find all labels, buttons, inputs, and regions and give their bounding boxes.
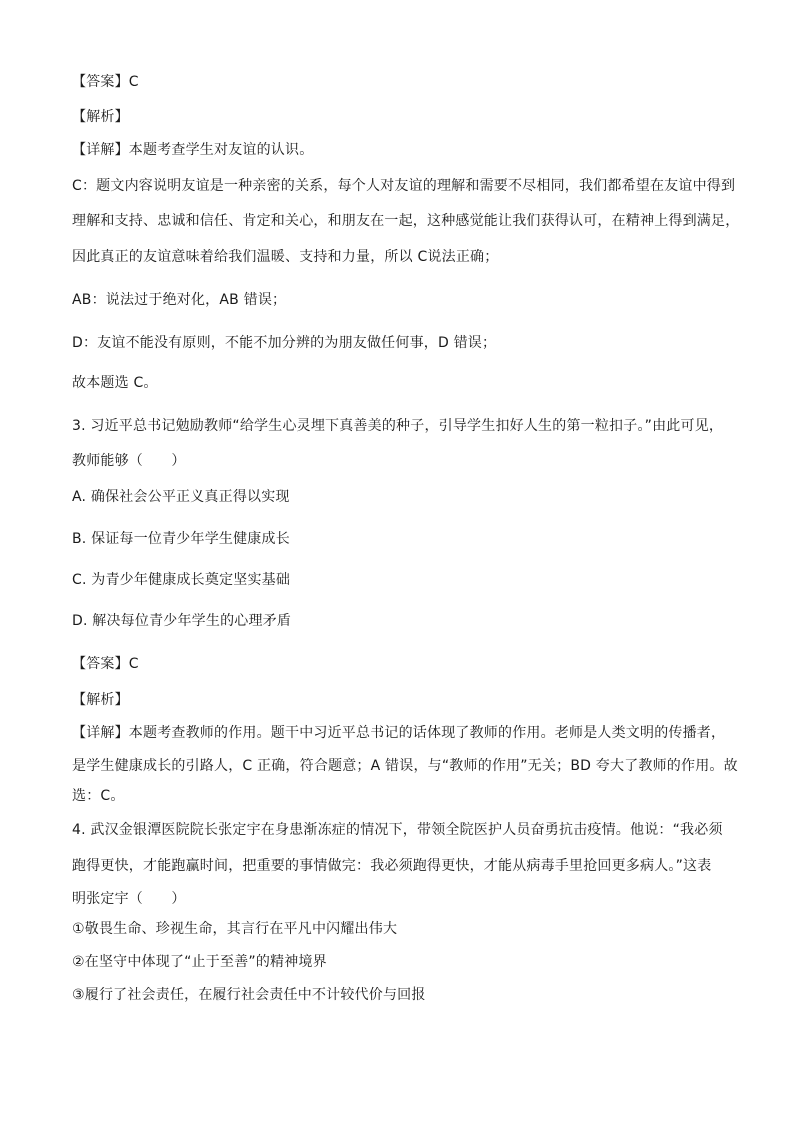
question-4-stem-line1: 4. 武汉金银潭医院院长张定宇在身患渐冻症的情况下，带领全院医护人员奋勇抗击疫情。他说：“我必须: [72, 822, 723, 838]
question-3-option-d: D. 解决每位青少年学生的心理矛盾: [72, 613, 292, 629]
question-4-item-1: ①敬畏生命、珍视生命，其言行在平凡中闪耀出伟大: [72, 921, 398, 937]
detail-q3-line2: 是学生健康成长的引路人，C 正确，符合题意；A 错误，与“教师的作用”无关；BD 夸大了教师的作用。故: [72, 758, 738, 774]
question-3-stem-line1: 3. 习近平总书记勉励教师“给学生心灵埋下真善美的种子，引导学生扣好人生的第一粒扣子。”由此可见，: [72, 418, 724, 434]
question-4-stem-line3: 明张定宇（ ）: [72, 891, 186, 907]
detail-option-ab: AB：说法过于绝对化，AB 错误；: [72, 292, 287, 308]
detail-option-c-line1: C：题文内容说明友谊是一种亲密的关系，每个人对友谊的理解和需要不尽相同，我们都希望在友谊中得到: [72, 178, 736, 194]
detail-intro-q2: 【详解】本题考查学生对友谊的认识。: [72, 142, 314, 158]
answer-q3: 【答案】C: [72, 656, 139, 672]
question-3-stem-line2: 教师能够（ ）: [72, 453, 186, 469]
question-3-option-b: B. 保证每一位青少年学生健康成长: [72, 531, 290, 547]
analysis-heading-q2: 【解析】: [72, 109, 129, 125]
analysis-heading-q3: 【解析】: [72, 692, 129, 708]
question-4-item-2: ②在坚守中体现了“止于至善”的精神境界: [72, 954, 327, 970]
detail-option-d: D：友谊不能没有原则，不能不加分辨的为朋友做任何事，D 错误；: [72, 335, 497, 351]
question-4-stem-line2: 跑得更快，才能跑赢时间，把重要的事情做完：我必须跑得更快，才能从病毒手里抢回更多病人。”这表: [72, 858, 712, 874]
question-3-option-a: A. 确保社会公平正义真正得以实现: [72, 489, 290, 505]
question-4-item-3: ③履行了社会责任，在履行社会责任中不计较代价与回报: [72, 987, 426, 1003]
detail-q3-line1: 【详解】本题考查教师的作用。题干中习近平总书记的话体现了教师的作用。老师是人类文明的传播者，: [72, 725, 726, 741]
detail-option-c-line3: 因此真正的友谊意味着给我们温暖、支持和力量，所以 C说法正确；: [72, 249, 499, 265]
detail-option-c-line2: 理解和支持、忠诚和信任、肯定和关心，和朋友在一起，这种感觉能让我们获得认可，在精神上得到满足，: [72, 213, 740, 229]
conclusion-q2: 故本题选 C。: [72, 375, 158, 391]
answer-q2: 【答案】C: [72, 74, 139, 90]
question-3-option-c: C. 为青少年健康成长奠定坚实基础: [72, 572, 291, 588]
detail-q3-line3: 选：C。: [72, 788, 125, 804]
